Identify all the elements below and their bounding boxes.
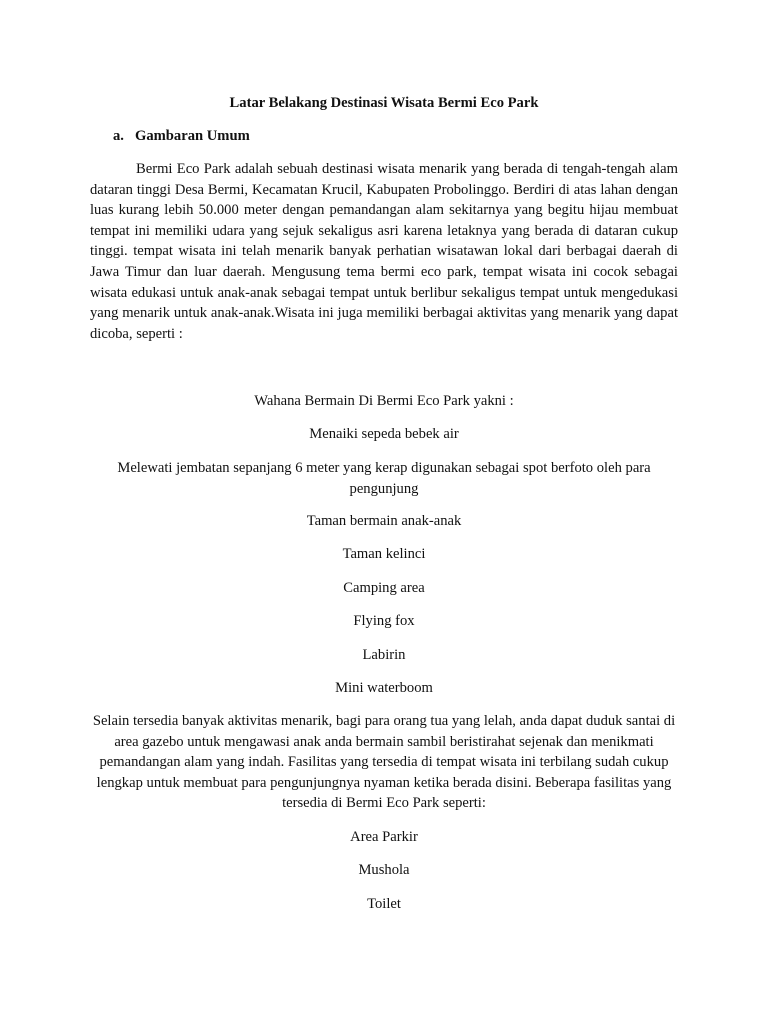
ride-item: Taman kelinci [342, 546, 426, 562]
ride-item: Labirin [362, 647, 406, 663]
ride-item: Taman bermain anak-anak [306, 513, 462, 529]
ride-item: Menaiki sepeda bebek air [309, 426, 459, 442]
document-title: Latar Belakang Destinasi Wisata Bermi Eco Park [229, 95, 539, 111]
ride-item: Camping area [343, 580, 425, 596]
facility-item: Mushola [358, 862, 410, 878]
facility-item: Toilet [367, 896, 401, 912]
rides-heading: Wahana Bermain Di Bermi Eco Park yakni : [254, 393, 514, 409]
section-heading [113, 126, 250, 147]
intro-paragraph: Bermi Eco Park adalah sebuah destinasi wisata menarik yang berada di tengah-tengah alam dataran tinggi Desa Bermi, Kecamatan Krucil, Kabupaten Probolinggo. Berdiri di atas lahan dengan luas kurang lebih 50.000 meter dengan pemandangan alam sekitarnya yang begitu hijau membuat tempat ini memiliki udara yang sejuk sekaligus asri karena letaknya yang berada di dataran cukup tinggi. tempat wisata ini telah menarik banyak perhatian wisatawan lokal dari berbagai daerah di Jawa Timur dan luar daerah. Mengusung tema bermi eco park, tempat wisata ini cocok sebagai wisata edukasi untuk anak-anak sebagai tempat untuk berlibur sekaligus tempat untuk mengedukasi yang menarik untuk anak-anak.Wisata ini juga memiliki berbagai aktivitas yang menarik yang dapat dicoba, seperti : [90, 161, 678, 342]
facilities-paragraph: Selain tersedia banyak aktivitas menarik, bagi para orang tua yang lelah, anda dapat duduk santai di area gazebo untuk mengawasi anak anda bermain sambil beristirahat sejenak dan menikmati pemandangan alam yang indah. Fasilitas yang tersedia di tempat wisata ini terbilang sudah cukup lengkap untuk membuat para pengunjungnya nyaman ketika berada disini. Beberapa fasilitas yang tersedia di Bermi Eco Park seperti: [92, 713, 676, 812]
ride-item: Flying fox [353, 613, 415, 629]
section-heading-text: Gambaran Umum [135, 128, 250, 144]
ride-item: Mini waterboom [335, 680, 433, 696]
section-marker: a. [113, 128, 124, 144]
facility-item: Area Parkir [350, 829, 418, 845]
ride-item: Melewati jembatan sepanjang 6 meter yang kerap digunakan sebagai spot berfoto oleh para pengunjung [117, 460, 651, 497]
